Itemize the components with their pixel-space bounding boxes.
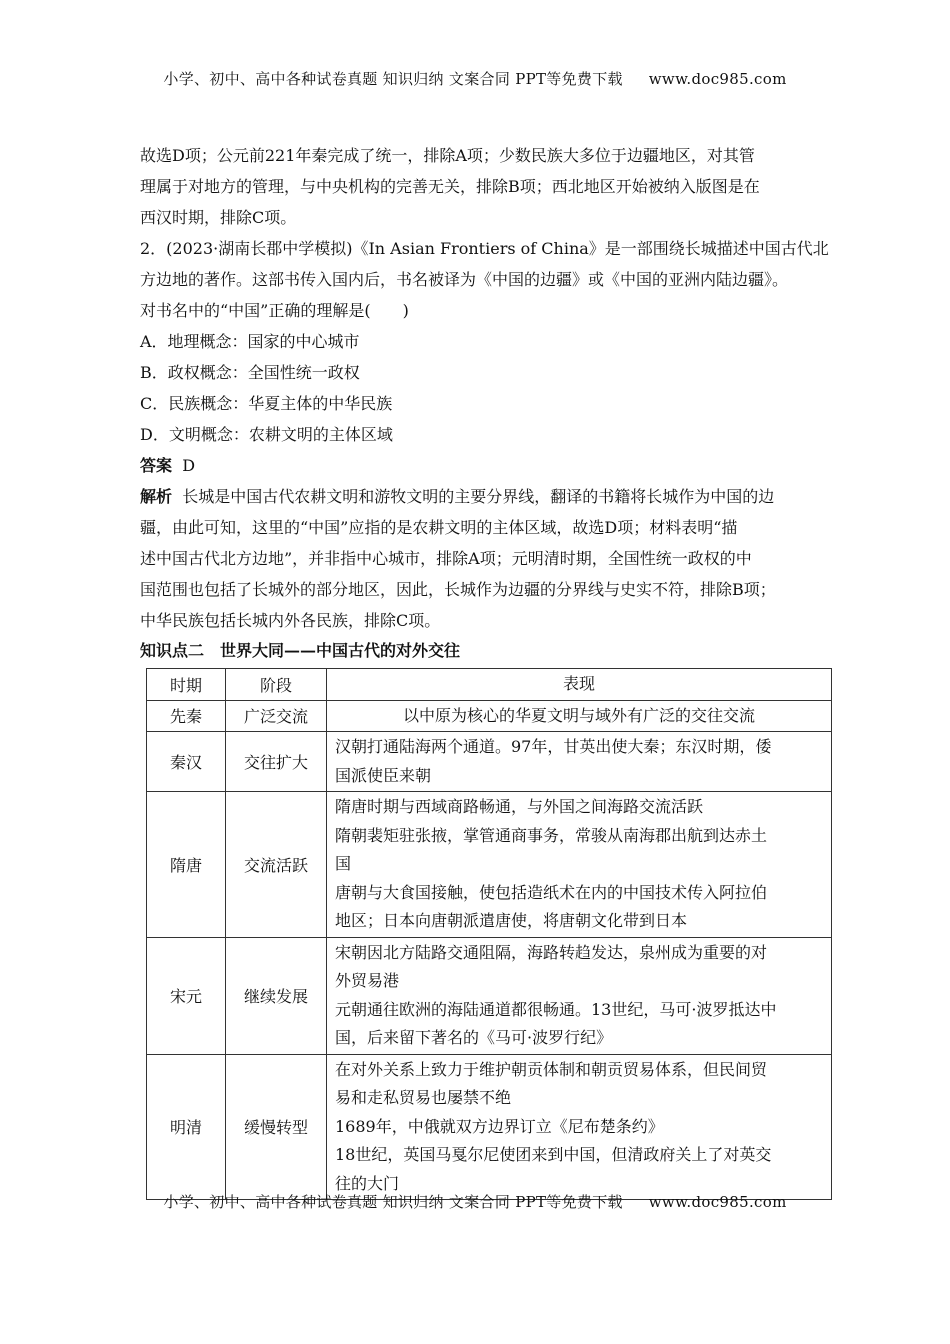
previous-analysis (140, 140, 832, 233)
option-d: D．文明概念：农耕文明的主体区域 (140, 425, 393, 444)
table-row (147, 792, 832, 938)
cell-line: 汉朝打通陆海两个通道。97年，甘英出使大秦；东汉时期，倭 (335, 737, 772, 756)
section-title: 知识点二 世界大同——中国古代的对外交往 (140, 641, 461, 660)
cell-line: 18世纪，英国马戛尔尼使团来到中国，但清政府关上了对英交 (335, 1145, 772, 1164)
prev-analysis-line: 理属于对地方的管理，与中央机构的完善无关，排除B项；西北地区开始被纳入版图是在 (140, 177, 760, 196)
analysis-label: 解析 (140, 487, 173, 506)
cell-period: 先秦 (147, 700, 226, 732)
table-row (147, 937, 832, 1054)
question-2 (140, 233, 832, 636)
question-stem-line: 2．(2023·湖南长郡中学模拟)《In Asian Frontiers of China》是一部围绕长城描述中国古代北 (140, 239, 829, 258)
answer-value: D (182, 456, 196, 475)
cell-stage: 广泛交流 (226, 700, 327, 732)
page-header (0, 68, 950, 89)
cell-stage: 交流活跃 (226, 792, 327, 938)
header-performance: 表现 (327, 669, 832, 701)
cell-line: 国，后来留下著名的《马可·波罗行纪》 (335, 1028, 613, 1047)
question-stem-line: 对书名中的“中国”正确的理解是( ) (140, 301, 409, 320)
cell-line: 隋朝裴矩驻张掖，掌管通商事务，常骏从南海郡出航到达赤土 (335, 825, 768, 845)
cell-performance (327, 937, 832, 1054)
table-header-row (147, 669, 832, 701)
cell-line: 1689年，中俄就双方边界订立《尼布楚条约》 (335, 1116, 664, 1136)
cell-line: 地区；日本向唐朝派遣唐使，将唐朝文化带到日本 (335, 911, 688, 930)
question-stem-line: 方边地的著作。这部书传入国内后，书名被译为《中国的边疆》或《中国的亚洲内陆边疆》。 (140, 270, 789, 289)
analysis-text: 长城是中国古代农耕文明和游牧文明的主要分界线，翻译的书籍将长城作为中国的边 (182, 487, 775, 506)
cell-period: 宋元 (147, 937, 226, 1054)
cell-line: 以中原为核心的华夏文明与域外有广泛的交往交流 (402, 705, 755, 725)
footer-text: 小学、初中、高中各种试卷真题 知识归纳 文案合同 PPT等免费下载 (163, 1193, 623, 1211)
analysis-line (140, 481, 832, 512)
cell-line: 隋唐时期与西域商路畅通，与外国之间海路交流活跃 (335, 797, 704, 816)
cell-stage: 继续发展 (226, 937, 327, 1054)
cell-line: 国派使臣来朝 (335, 765, 432, 785)
option-a: A．地理概念：国家的中心城市 (140, 332, 360, 351)
cell-line: 唐朝与大食国接触，使包括造纸术在内的中国技术传入阿拉伯 (335, 882, 768, 902)
prev-analysis-line: 故选D项；公元前221年秦完成了统一，排除A项；少数民族大多位于边疆地区，对其管 (140, 146, 755, 165)
cell-performance (327, 1054, 832, 1200)
header-stage: 阶段 (226, 669, 327, 701)
cell-line: 宋朝因北方陆路交通阻隔，海路转趋发达，泉州成为重要的对 (335, 942, 768, 962)
cell-period: 隋唐 (147, 792, 226, 938)
cell-line: 在对外关系上致力于维护朝贡体制和朝贡贸易体系，但民间贸 (335, 1059, 768, 1079)
analysis-line: 中华民族包括长城内外各民族，排除C项。 (140, 611, 441, 630)
cell-period: 秦汉 (147, 732, 226, 792)
analysis-line: 国范围也包括了长城外的部分地区，因此，长城作为边疆的分界线与史实不符，排除B项； (140, 580, 776, 599)
header-site[interactable]: www.doc985.com (648, 70, 787, 88)
cell-stage: 交往扩大 (226, 732, 327, 792)
table-row (147, 732, 832, 792)
cell-line: 外贸易港 (335, 971, 400, 990)
cell-performance (327, 732, 832, 792)
analysis-line: 疆，由此可知，这里的“中国”应指的是农耕文明的主体区域，故选D项；材料表明“描 (140, 518, 738, 537)
footer-site[interactable]: www.doc985.com (648, 1193, 787, 1211)
table-row (147, 700, 832, 732)
page-footer (0, 1191, 950, 1212)
cell-performance (327, 792, 832, 938)
cell-line: 易和走私贸易也屡禁不绝 (335, 1088, 512, 1107)
cell-line: 国 (335, 854, 352, 873)
option-c: C．民族概念：华夏主体的中华民族 (140, 394, 393, 413)
option-b: B．政权概念：全国性统一政权 (140, 363, 360, 382)
cell-period: 明清 (147, 1054, 226, 1200)
answer-label: 答案 (140, 456, 173, 475)
header-text: 小学、初中、高中各种试卷真题 知识归纳 文案合同 PPT等免费下载 (163, 70, 623, 88)
cell-line: 元朝通往欧洲的海陆通道都很畅通。13世纪，马可·波罗抵达中 (335, 999, 777, 1019)
page-content (140, 140, 832, 1200)
table-row (147, 1054, 832, 1200)
cell-performance (327, 700, 832, 732)
cell-line: 往的大门 (335, 1173, 400, 1193)
header-period: 时期 (147, 669, 226, 701)
answer-line (140, 450, 832, 481)
prev-analysis-line: 西汉时期，排除C项。 (140, 208, 297, 227)
analysis-line: 述中国古代北方边地”，并非指中心城市，排除A项；元明清时期，全国性统一政权的中 (140, 549, 752, 568)
exchange-table (146, 668, 832, 1200)
cell-stage: 缓慢转型 (226, 1054, 327, 1200)
